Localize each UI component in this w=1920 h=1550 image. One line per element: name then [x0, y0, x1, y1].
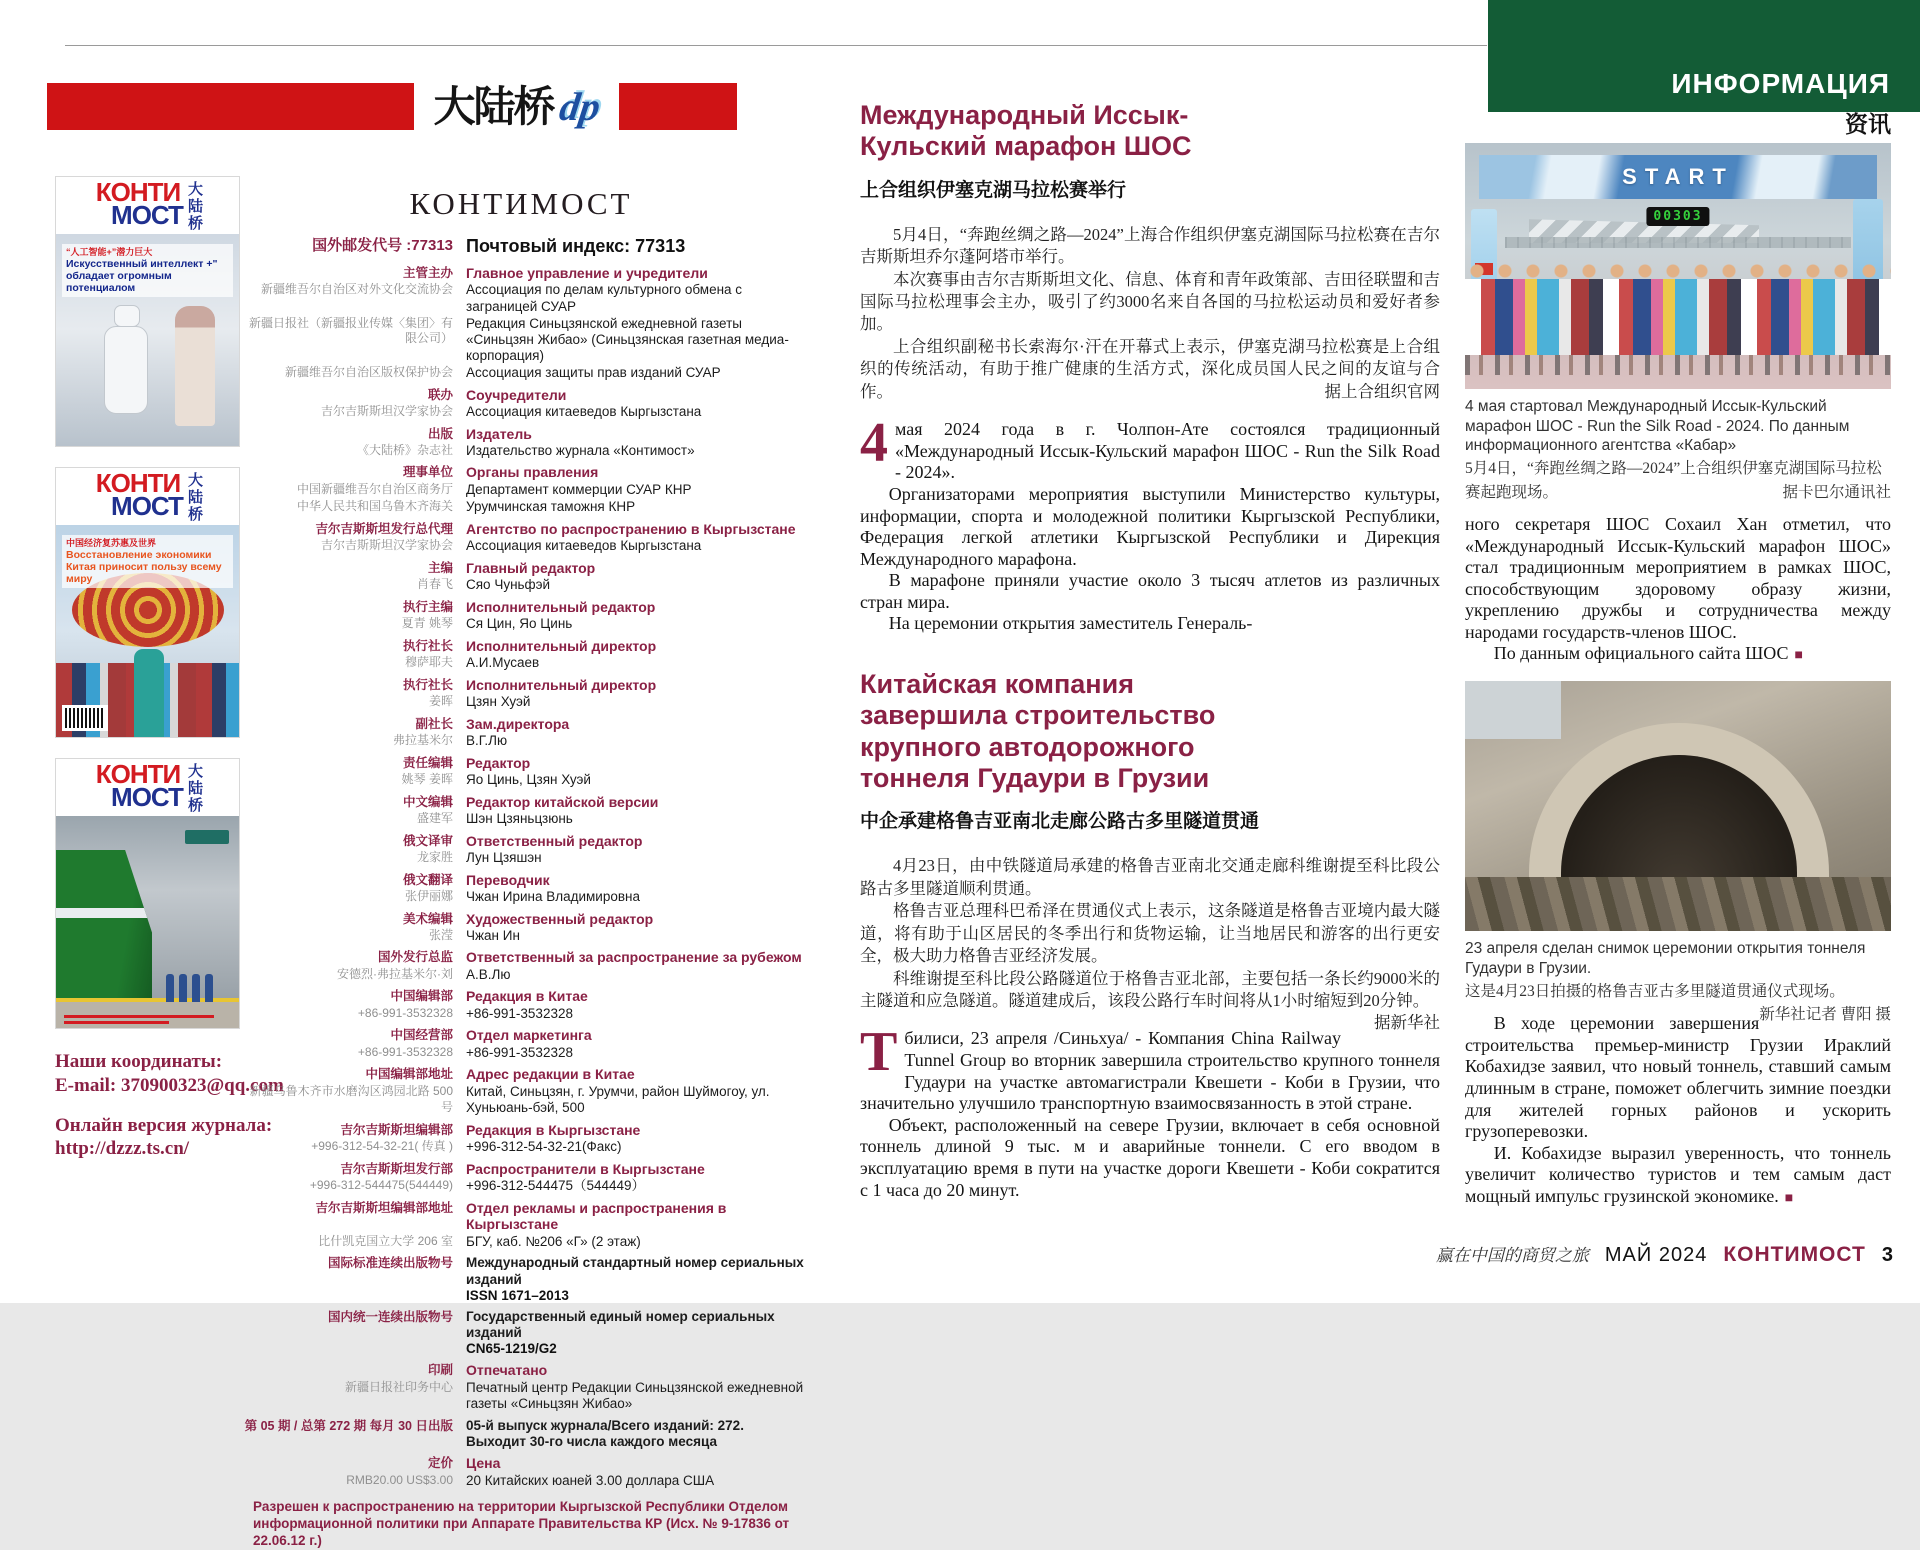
imprint-text-ru: Цена [466, 1455, 501, 1472]
source-attribution: 据上合组织官网 [1324, 381, 1440, 401]
imprint-label-zh: 新疆日报社（新疆报业传媒〈集团〉有限公司） [248, 315, 453, 346]
imprint-label-zh: 副社长 [415, 716, 453, 731]
imprint-text-ru: Печатный центр Редакции Синьцзянской ежедневной газеты «Синьцзян Жибао» [466, 1380, 804, 1412]
imprint-row [238, 1027, 804, 1044]
page-number: 3 [1881, 1244, 1893, 1266]
imprint-text-ru: 05-й выпуск журнала/Всего изданий: 272. Выходит 30-го числа каждого месяца [466, 1417, 744, 1449]
imprint-row [238, 482, 804, 498]
imprint-label-zh: 新疆日报社印务中心 [344, 1380, 453, 1395]
imprint-text-ru: Шэн Цзяньцзюнь [466, 811, 573, 827]
imprint-row [238, 1380, 804, 1412]
imprint-text-ru: Цзян Хуэй [466, 694, 531, 710]
section-banner [1488, 0, 1920, 112]
photo2-caption [1465, 939, 1891, 1024]
imprint-text-ru: Отпечатано [466, 1362, 548, 1379]
imprint-text-ru: Китай, Синьцзян, г. Урумчи, район Шуймогоу, ул. Хуньюань-бэй, 500 [466, 1084, 770, 1116]
imprint-text-ru: Чжан Ирина Владимировна [466, 889, 640, 905]
imprint-row [238, 426, 804, 443]
masthead-red-bar-right [619, 83, 737, 130]
cover-logo-konti: КОНТИ [95, 177, 181, 207]
footer-slogan-cn: 赢在中国的商贸之旅 [1435, 1246, 1589, 1265]
imprint-label-zh: 中华人民共和国乌鲁木齐海关 [296, 499, 453, 514]
imprint-label-zh: 比什凯克国立大学 206 室 [318, 1234, 453, 1249]
imprint-row [238, 733, 804, 749]
imprint-label-zh: 中国新疆维吾尔自治区商务厅 [296, 482, 453, 497]
imprint-text-ru: Отдел маркетинга [466, 1027, 592, 1044]
contacts-heading: Наши координаты: [55, 1051, 223, 1072]
cover1-headline-cn: “人工智能+”潜力巨大 [66, 247, 153, 257]
imprint-label-zh: 中国编辑部 [390, 989, 453, 1004]
imprint-text-ru: Издательство журнала «Контимост» [466, 443, 695, 459]
imprint-label-zh: 主编 [427, 560, 453, 575]
cover-logo-most: МОСТ [111, 781, 183, 812]
imprint-text-ru: Почтовый индекс: 77313 [466, 236, 686, 256]
truss-beam [1505, 237, 1851, 248]
imprint-row [238, 316, 804, 365]
article-2 [860, 669, 1440, 1201]
paragraph: В марафоне приняли участие около 3 тысяч атлетов из различных стран мира. [860, 570, 1440, 612]
magazine-title: КОНТИМОСТ [409, 186, 633, 221]
imprint-text-ru: Яо Цинь, Цзян Хуэй [466, 772, 591, 788]
marathon-photo [1465, 143, 1891, 389]
masthead-red-bar-left [47, 83, 414, 130]
cover-logo-konti: КОНТИ [95, 759, 181, 789]
imprint-label-zh: 中国编辑部地址 [365, 1067, 453, 1082]
section-banner-label: ИНФОРМАЦИЯ [1671, 68, 1890, 99]
imprint-row [238, 1084, 804, 1116]
imprint-row [238, 911, 804, 928]
paragraph: 科维谢提至科比段公路隧道位于格鲁吉亚北部，主要包括一条长约9000米的主隧道和应急隧道。隧道建成后，该段公路行车时间将从1小时缩短到20分钟。 据新华社 [860, 968, 1440, 1013]
imprint-label-zh: 龙家胜 [416, 850, 453, 865]
cover-logo [56, 759, 239, 816]
cover1-headline [62, 244, 233, 297]
article2-subtitle-cn: 中企承建格鲁吉亚南北走廊公路古多里隧道贯通 [860, 811, 1260, 833]
article1-continuation [1465, 514, 1891, 665]
imprint-row [238, 387, 804, 404]
imprint-label-zh: 吉尔吉斯斯坦汉学家协会 [320, 538, 453, 553]
sky-patch [1465, 681, 1561, 739]
imprint-row [238, 655, 804, 671]
paragraph: По данным официального сайта ШОС ■ [1493, 643, 1803, 664]
article2-continuation [1465, 1013, 1891, 1208]
imprint-label-zh: 安德烈·弗拉基米尔·刘 [337, 967, 453, 982]
paragraph: Тбилиси, 23 апреля /Синьхуа/ - Компания China Railway Tunnel Group во вторник завершила строительство крупного тоннеля Гудаури на участке автомагистрали Квешети - Коби в Грузии, что значительно улучшило транспортную взаимосвязанность в этой стране. [860, 1021, 1440, 1114]
imprint-text-ru: Международный стандартный номер сериальных изданий ISSN 1671–2013 [466, 1255, 804, 1303]
article2-title: Китайская компания завершила строительство крупного автодорожного тоннеля Гудаури в Грузии [860, 669, 1216, 793]
imprint-text-ru: Органы правления [466, 464, 599, 481]
runner-legs [1465, 355, 1891, 375]
imprint-row [238, 677, 804, 694]
imprint-value-ru: ISSN 1671–2013 [466, 1287, 569, 1303]
end-of-article-mark: ■ [1784, 1191, 1794, 1207]
imprint-row [238, 1309, 804, 1358]
cover2-photo [56, 525, 239, 737]
imprint-label-zh: 中国经营部 [390, 1028, 453, 1043]
imprint-row [238, 988, 804, 1005]
imprint-row [238, 638, 804, 655]
station-sign [185, 830, 229, 844]
imprint-label-zh: 俄文译审 [402, 833, 453, 848]
imprint-text-ru: БГУ, каб. №206 «Г» (2 этаж) [466, 1234, 641, 1250]
imprint-text-ru: Ассоциация китаеведов Кыргызстана [466, 538, 702, 554]
online-version-heading: Онлайн версия журнала: [55, 1114, 273, 1136]
imprint-text-ru: Редакция в Китае [466, 988, 588, 1005]
start-banner-text: START [1622, 164, 1734, 190]
barcode [62, 705, 108, 731]
imprint-label-zh: 执行社长 [402, 638, 453, 653]
imprint-label-zh: 肖春飞 [416, 577, 453, 592]
cover-logo-most: МОСТ [111, 490, 183, 521]
drop-cap: Т [860, 1021, 898, 1084]
imprint-row [238, 872, 804, 889]
imprint-label-zh: 新疆维吾尔自治区对外文化交流协会 [260, 282, 453, 297]
imprint-row [238, 794, 804, 811]
imprint-row [238, 538, 804, 554]
imprint-row [238, 616, 804, 632]
imprint-label-zh: 国内统一连续出版物号 [327, 1309, 453, 1324]
imprint-row [238, 811, 804, 827]
imprint-label-zh: 印刷 [427, 1363, 453, 1378]
imprint-value-ru: CN65-1219/G2 [466, 1341, 557, 1357]
imprint-row [238, 1161, 804, 1178]
imprint-row [238, 850, 804, 866]
imprint-text-ru: Художественный редактор [466, 910, 654, 927]
cover3-photo [56, 816, 239, 1028]
imprint-row [238, 499, 804, 515]
imprint-label-zh: RMB20.00 US$3.00 [346, 1472, 453, 1487]
rubble-pile [1465, 877, 1891, 931]
imprint-label-zh: 国际标准连续出版物号 [327, 1256, 453, 1271]
imprint-row [238, 949, 804, 966]
imprint-row [238, 521, 804, 538]
cover1-photo [56, 234, 239, 446]
cover3-caption-lines [64, 1012, 214, 1024]
imprint-label-zh: 吉尔吉斯斯坦汉学家协会 [320, 404, 453, 419]
imprint-text-ru: Государственный единый номер сериальных изданий CN65-1219/G2 [466, 1309, 804, 1358]
imprint-row [238, 694, 804, 710]
cover-logo [56, 468, 239, 525]
imprint-text-ru: Департамент коммерции СУАР КНР [466, 482, 692, 498]
paragraph: 上合组织副秘书长索海尔·汗在开幕式上表示，伊塞克湖马拉松赛是上合组织的传统活动，有助于推广健康的生活方式，深化成员国人民之间的友谊与合作。 据上合组织官网 [860, 336, 1440, 403]
imprint-text-ru: Издатель [466, 425, 532, 442]
imprint-row [238, 1455, 804, 1472]
imprint-text-ru: Лун Цзяшэн [466, 850, 542, 866]
woman-figure [175, 306, 215, 426]
cover-thumbnails [55, 176, 240, 1049]
photo2-caption-cn: 这是4月23日拍摄的格鲁吉亚古多里隧道贯通仪式现场。 新华社记者 曹阳 摄 [1465, 980, 1891, 1003]
imprint-row [238, 1418, 804, 1450]
photo1-caption-source: 据卡巴尔通讯社 [1782, 483, 1891, 501]
imprint-label-zh: 姚琴 姜晖 [401, 772, 453, 787]
cover-logo-chinese: 大陆桥 [185, 472, 203, 523]
paragraph: Организаторами мероприятия выступили Министерство культуры, информации, спорта и молодежной политики Кыргызской Республики, Федерация легкой атлетики Кыргызской Республики и Дирекция Международного марафона. [860, 483, 1440, 569]
imprint-text-ru: Чжан Ин [466, 928, 520, 944]
imprint-row [238, 928, 804, 944]
right-column [1465, 112, 1891, 1208]
imprint-label-zh: 盛建军 [416, 811, 453, 826]
tunnel-photo [1465, 681, 1891, 931]
imprint-label-zh: 出版 [427, 426, 453, 441]
imprint-label-zh: 夏青 姚琴 [401, 616, 453, 631]
article-1 [860, 100, 1440, 635]
imprint-text-ru: Переводчик [466, 871, 550, 888]
robot-figure [104, 326, 148, 414]
imprint-label-zh: 《大陆桥》杂志社 [356, 443, 453, 458]
imprint-text-ru: Зам.директора [466, 715, 570, 732]
imprint-row [238, 1362, 804, 1379]
imprint-text-ru: Редакция в Кыргызстане [466, 1121, 641, 1138]
paragraph: 5月4日，“奔跑丝绸之路—2024”上海合作组织伊塞克湖国际马拉松赛在吉尔吉斯斯坦乔尔蓬阿塔市举行。 [860, 224, 1440, 267]
imprint-text-ru: Урумчинская таможня КНР [466, 499, 636, 515]
imprint-text-ru: +86-991-3532328 [466, 1045, 573, 1061]
imprint-text-ru: Редактор [466, 754, 531, 771]
imprint-label-zh: 理事单位 [402, 465, 453, 480]
imprint-text-ru: Редактор китайской версии [466, 793, 659, 810]
runner-heads [1465, 261, 1891, 281]
imprint-row [238, 560, 804, 577]
photo1-caption [1465, 397, 1891, 504]
imprint-label-zh: 张滢 [428, 928, 453, 943]
imprint-text-ru: Главный редактор [466, 559, 596, 576]
imprint-label-zh: 第 05 期 / 总第 272 期 每月 30 日出版 [244, 1418, 453, 1433]
imprint-label-zh: +86-991-3532328 [357, 1045, 453, 1060]
paragraph: И. Кобахидзе выразил уверенность, что тоннель увеличит количество туристов и тем самым даст мощный импульс грузинской экономике. ■ [1465, 1142, 1891, 1207]
imprint-row [238, 464, 804, 481]
cover-logo-most: МОСТ [111, 199, 183, 230]
paragraph: 4 мая 2024 года в г. Чолпон-Ате состоялся традиционный «Международный Иссык-Кульский марафон ШОС - Run the Silk Road - 2024». [860, 412, 1440, 483]
imprint-column [238, 186, 804, 1550]
imprint-label-zh: 吉尔吉斯斯坦编辑部地址 [315, 1200, 453, 1215]
imprint-label-zh: 责任编辑 [402, 755, 453, 770]
paragraph: 格鲁吉亚总理科巴希泽在贯通仪式上表示，这条隧道是格鲁吉亚境内最大隧道，将有助于山区居民的冬季出行和货物运输，让当地居民和游客的出行更安全，极大助力格鲁吉亚经济发展。 [860, 901, 1440, 966]
imprint-text-ru: Адрес редакции в Китае [466, 1066, 635, 1083]
paragraph: ного секретаря ШОС Сохаил Хан отметил, что «Международный Иссык-Кульский марафон ШОС» стал традиционным мероприятием в рамках ШОС, способствующим здоровому образу жизни, укреплению дружбы и сотрудничества между народами государств-членов ШОС. [1465, 513, 1891, 642]
page-footer [1436, 1241, 1893, 1267]
imprint-label-zh: 吉尔吉斯斯坦发行部 [340, 1161, 453, 1176]
imprint-label-zh: 中文编辑 [402, 794, 453, 809]
start-arch [1479, 155, 1877, 199]
imprint-row [238, 1006, 804, 1022]
train-attendants [166, 974, 213, 1002]
distribution-permit-note: Разрешен к распространению на территории Кыргызской Республики Отделом информационной политики при Аппарате Правительства КР (Исх. № 9-17836 от 22.06.12 г.) [253, 1499, 790, 1548]
imprint-label-zh: 新疆乌鲁木齐市水磨沟区鸿园北路 500 号 [249, 1084, 453, 1114]
magazine-logo [414, 83, 619, 130]
imprint-row [238, 1234, 804, 1250]
imprint-row [238, 1255, 804, 1304]
photo1-caption-ru: 4 мая стартовал Международный Иссык-Кульский марафон ШОС - Run the Silk Road - 2024. По данным информационного агентства «Кабар» [1465, 398, 1850, 455]
imprint-label-zh: 俄文翻译 [402, 872, 453, 887]
imprint-label-zh: 执行主编 [402, 599, 453, 614]
cover-thumbnail-1 [55, 176, 240, 447]
section-label-cn: 资讯 [1845, 112, 1891, 137]
footer-issue-date: МАЙ 2024 [1604, 1244, 1708, 1266]
cover-logo [56, 177, 239, 234]
top-rule [65, 45, 1487, 46]
cover-logo-konti: КОНТИ [95, 468, 181, 498]
imprint-row [238, 577, 804, 593]
paragraph: На церемонии открытия заместитель Генераль- [888, 613, 1253, 634]
imprint-label-zh: +996-312-544475(544449) [309, 1178, 453, 1193]
imprint-row [238, 833, 804, 850]
imprint-text-ru: +996-312-54-32-21(Факс) [466, 1139, 622, 1155]
imprint-text-ru: +86-991-3532328 [466, 1006, 573, 1022]
email-address: E-mail: 370900323@qq.com [55, 1074, 284, 1096]
imprint-text-ru: А.В.Лю [466, 967, 511, 983]
cover1-headline-ru: Искусственный интеллект +" обладает огромным потенциалом [66, 257, 218, 294]
imprint-text-ru: Ответственный редактор [466, 832, 643, 849]
masthead-band [47, 83, 737, 130]
imprint-text-ru: Сяо Чуньфэй [466, 577, 551, 593]
imprint-label-zh: 弗拉基米尔 [392, 733, 453, 748]
imprint-label-zh: 姜晖 [428, 694, 453, 709]
article2-chinese-body [860, 855, 1440, 1033]
imprint-row [238, 1122, 804, 1139]
cover2-headline-ru: Восстановление экономики Китая приносит пользу всему миру [66, 548, 222, 585]
imprint-row [238, 755, 804, 772]
man-in-robe [134, 649, 164, 737]
imprint-row [238, 599, 804, 616]
runner-crowd [1465, 279, 1891, 355]
imprint-label-zh: 主管主办 [402, 265, 453, 280]
imprint-row [238, 1473, 804, 1489]
imprint-label-zh: 国外邮发代号 :77313 [312, 237, 453, 254]
imprint-label-zh: 国外发行总监 [377, 950, 453, 965]
imprint-text-ru: Соучредители [466, 386, 567, 403]
imprint-row [238, 443, 804, 459]
imprint-text-ru: 20 Китайских юаней 3.00 доллара США [466, 1472, 715, 1488]
imprint-text-ru: Ассоциация защиты прав изданий СУАР [466, 365, 721, 381]
imprint-text-ru: Отдел рекламы и распространения в Кыргызстане [466, 1199, 727, 1233]
cover-logo-chinese: 大陆桥 [185, 181, 203, 232]
cover-logo-chinese: 大陆桥 [185, 763, 203, 814]
imprint-row [238, 1066, 804, 1083]
green-train [56, 850, 152, 1000]
paragraph: Объект, расположенный на севере Грузии, включает в себя основной тоннель длиной 9 тыс. м и аварийные тоннели. С его вводом в эксплуатацию время в пути на участке дороги Квешети - Коби сократится с 1 часа до 20 минут. [860, 1114, 1440, 1200]
logo-chinese-text: 大陆桥 [433, 82, 554, 130]
articles-column [860, 100, 1440, 1201]
imprint-text-ru: В.Г.Лю [466, 733, 508, 749]
imprint-row [238, 716, 804, 733]
imprint-row [238, 772, 804, 788]
imprint-rows [238, 236, 804, 1489]
imprint-row [238, 889, 804, 905]
drop-cap: 4 [860, 412, 888, 475]
imprint-label-zh: 执行社长 [402, 677, 453, 692]
imprint-label-zh: 新疆维吾尔自治区版权保护协会 [284, 365, 453, 380]
paragraph: 4月23日，由中铁隧道局承建的格鲁吉亚南北交通走廊科维谢提至科比段公路古多里隧道顺利贯通。 [860, 856, 1440, 898]
paragraph: В ходе церемонии завершения строительства премьер-министр Грузии Ираклий Кобахидзе заявил, что новый тоннель, ставший самым длинным в стране, поможет облегчить зимние поездки для жителей горных районов и ускорить грузоперевозки. [1465, 1013, 1891, 1142]
cover2-headline-cn: 中国经济复苏惠及世界 [66, 538, 157, 548]
imprint-text-ru: Ассоциация по делам культурного обмена с заграницей СУАР [466, 282, 743, 314]
imprint-text-ru: Ассоциация китаеведов Кыргызстана [466, 404, 702, 420]
article1-chinese-body [860, 224, 1440, 404]
imprint-text-ru: Исполнительный директор [466, 676, 657, 693]
photo1-caption-cn: 5月4日，“奔跑丝绸之路—2024”上合组织伊塞克湖国际马拉松赛起跑现场。 据卡巴尔通讯社 [1465, 457, 1891, 504]
race-clock: 00303 [1646, 207, 1709, 226]
imprint-row [238, 236, 804, 258]
dp-logo-icon: dp [556, 83, 603, 129]
imprint-text-ru: Агентство по распространению в Кыргызстане [466, 520, 796, 537]
imprint-label-zh: 张伊丽娜 [404, 889, 453, 904]
imprint-text-ru: +996-312-544475（544449） [466, 1178, 646, 1194]
imprint-label-zh: 吉尔吉斯斯坦发行总代理 [315, 521, 453, 536]
imprint-text-ru: Распространители в Кыргызстане [466, 1160, 705, 1177]
imprint-text-ru: Исполнительный редактор [466, 598, 656, 615]
imprint-text-ru: Главное управление и учредители [466, 264, 708, 281]
website-url[interactable]: http://dzzz.ts.cn/ [55, 1138, 190, 1160]
imprint-row [238, 265, 804, 282]
imprint-label-zh: 定价 [427, 1456, 453, 1471]
cover2-headline [62, 535, 233, 588]
imprint-text-ru: А.И.Мусаев [466, 655, 540, 671]
photo2-caption-ru: 23 апреля сделан снимок церемонии открытия тоннеля Гудаури в Грузии. [1465, 940, 1866, 977]
imprint-row [238, 404, 804, 420]
imprint-text-ru: Исполнительный директор [466, 637, 657, 654]
imprint-row [238, 967, 804, 983]
imprint-row [238, 1200, 804, 1234]
imprint-label-zh: +996-312-54-32-21( 传真 ) [311, 1139, 453, 1154]
source-attribution: 据新华社 [1374, 1013, 1440, 1033]
imprint-text-ru: Ся Цин, Яо Цинь [466, 616, 573, 632]
imprint-row [238, 1139, 804, 1155]
imprint-label-zh: 穆萨耶夫 [404, 655, 453, 670]
imprint-row [238, 1045, 804, 1061]
imprint-row [238, 1178, 804, 1194]
imprint-row [238, 282, 804, 314]
cover-thumbnail-3 [55, 758, 240, 1029]
imprint-label-zh: 美术编辑 [402, 911, 453, 926]
article1-title: Международный Иссык-Кульский марафон ШОС [860, 100, 1192, 162]
imprint-label-zh: 吉尔吉斯斯坦编辑部 [340, 1122, 453, 1137]
imprint-label-zh: +86-991-3532328 [357, 1006, 453, 1021]
imprint-text-ru: Ответственный за распространение за рубежом [466, 949, 802, 966]
article1-russian-body [860, 412, 1440, 635]
imprint-text-ru: Редакция Синьцзянской ежедневной газеты «Синьцзян Жибао» (Синьцзянская газетная медиа-корпорация) [466, 315, 789, 364]
photo2-caption-source: 新华社记者 曹阳 摄 [1759, 1006, 1891, 1024]
paragraph: 本次赛事由吉尔吉斯斯坦文化、信息、体育和青年政策部、吉田径联盟和吉国际马拉松理事会主办，吸引了约3000名来自各国的马拉松运动员和爱好者参加。 [860, 269, 1440, 334]
article1-subtitle-cn: 上合组织伊塞克湖马拉松赛举行 [860, 179, 1127, 201]
footer-brand: КОНТИМОСТ [1723, 1243, 1866, 1266]
imprint-label-zh: 联办 [427, 387, 453, 402]
imprint-row [238, 365, 804, 381]
end-of-article-mark: ■ [1794, 648, 1803, 664]
cover-thumbnail-2 [55, 467, 240, 738]
